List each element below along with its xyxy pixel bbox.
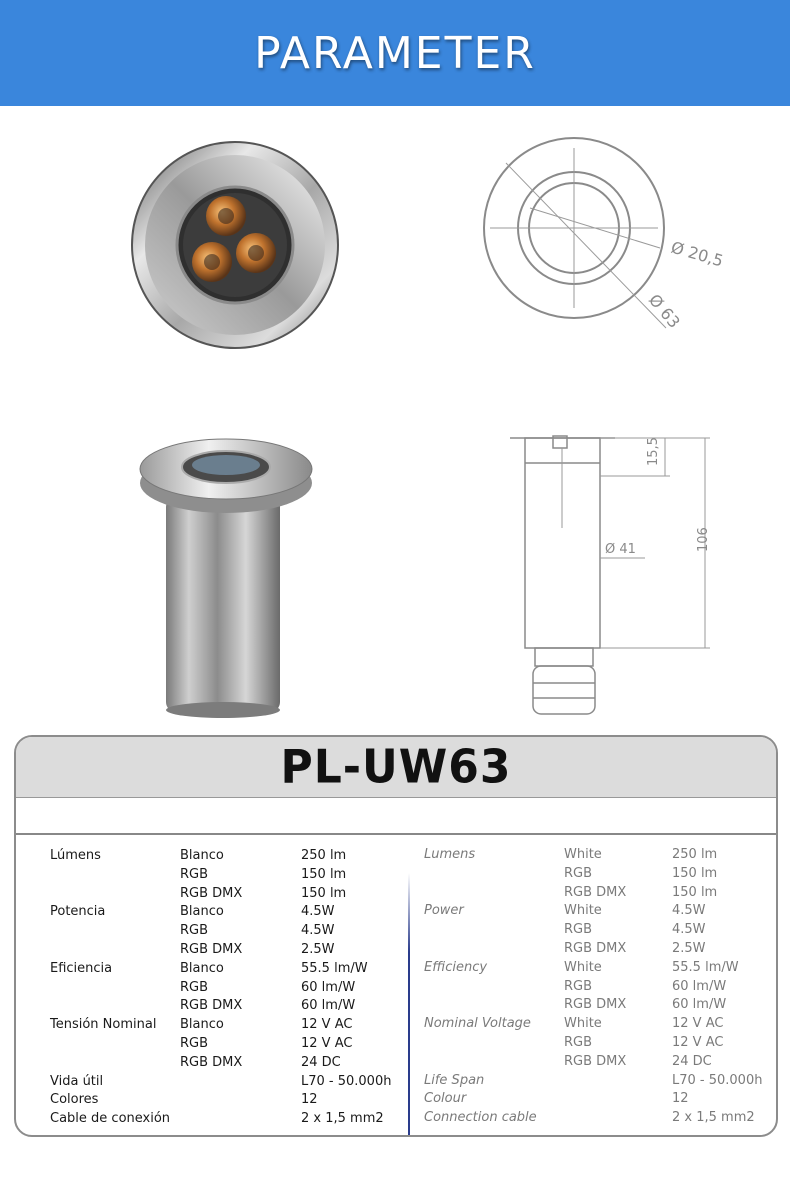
spec-row-en bbox=[16, 1108, 776, 1127]
spec-row-en bbox=[16, 845, 776, 864]
spec-value: 250 lm bbox=[301, 848, 347, 863]
spec-variant: RGB DMX bbox=[564, 1053, 627, 1069]
dimension-label: 106 bbox=[696, 527, 711, 552]
spec-value: 150 lm bbox=[672, 865, 718, 881]
spec-label: Vida útil bbox=[50, 1073, 104, 1089]
spec-value: 12 V AC bbox=[301, 1036, 353, 1051]
dimension-label: Ø 41 bbox=[605, 542, 636, 557]
spec-row-en bbox=[16, 977, 776, 996]
spec-value: L70 - 50.000h bbox=[672, 1072, 763, 1088]
spec-value: 60 lm/W bbox=[672, 997, 727, 1013]
spec-value: 4.5W bbox=[672, 922, 706, 938]
dimension-label: 15,5 bbox=[646, 437, 661, 466]
dimension-label: Ø 20,5 bbox=[668, 237, 726, 271]
spec-label: Connection cable bbox=[424, 1110, 537, 1126]
spec-label: Potencia bbox=[50, 904, 106, 920]
spec-value: 12 V AC bbox=[301, 1017, 353, 1033]
spec-variant: RGB bbox=[564, 1035, 593, 1050]
spec-label: Life Span bbox=[424, 1072, 485, 1088]
spec-variant: RGB bbox=[564, 978, 593, 994]
top-view-drawing bbox=[470, 128, 740, 338]
spec-variant: RGB bbox=[564, 865, 593, 881]
spec-row-en bbox=[16, 1071, 776, 1090]
spec-row-en bbox=[16, 901, 776, 920]
spec-label: Power bbox=[424, 903, 464, 919]
spec-value: 2 x 1,5 mm2 bbox=[301, 1111, 384, 1127]
spec-variant: Blanco bbox=[180, 1017, 224, 1033]
spec-variant: RGB DMX bbox=[564, 997, 627, 1013]
spec-value: 250 lm bbox=[672, 847, 718, 862]
side-view-drawing bbox=[505, 428, 735, 720]
spec-variant: RGB DMX bbox=[180, 998, 243, 1014]
spec-value: 4.5W bbox=[301, 923, 335, 939]
spec-label: Tensión Nominal bbox=[50, 1017, 157, 1033]
banner-title: PARAMETER bbox=[254, 27, 536, 79]
spec-row-en bbox=[16, 1014, 776, 1033]
spec-variant: White bbox=[564, 959, 602, 975]
spec-label: Colour bbox=[424, 1091, 467, 1107]
spec-row-en bbox=[16, 883, 776, 902]
spec-value: 2.5W bbox=[301, 942, 335, 957]
spec-variant: RGB DMX bbox=[180, 942, 243, 957]
spec-variant: White bbox=[564, 1016, 602, 1032]
spec-row-en bbox=[16, 864, 776, 883]
led-icon bbox=[236, 233, 276, 273]
spec-variant: RGB DMX bbox=[564, 941, 627, 956]
spec-value: 4.5W bbox=[301, 904, 335, 920]
spec-label: Lúmens bbox=[50, 848, 101, 863]
spec-row-en bbox=[16, 1033, 776, 1052]
header-banner bbox=[0, 0, 790, 106]
spec-label: Nominal Voltage bbox=[424, 1016, 531, 1032]
spec-value: 12 bbox=[672, 1091, 689, 1107]
spec-value: 4.5W bbox=[672, 903, 706, 919]
spec-variant: Blanco bbox=[180, 960, 224, 976]
spec-value: 2.5W bbox=[672, 941, 706, 956]
spec-row-en bbox=[16, 1052, 776, 1071]
spec-variant: RGB DMX bbox=[180, 885, 243, 901]
product-top-view-photo bbox=[128, 138, 342, 352]
spec-value: 12 V AC bbox=[672, 1035, 724, 1050]
spec-variant: RGB DMX bbox=[180, 1054, 243, 1070]
spec-value: L70 - 50.000h bbox=[301, 1073, 392, 1089]
led-icon bbox=[192, 242, 232, 282]
spec-value: 150 lm bbox=[301, 866, 347, 882]
spec-value: 150 lm bbox=[672, 884, 718, 900]
spec-row-en bbox=[16, 939, 776, 958]
spec-variant: RGB bbox=[180, 923, 209, 939]
spec-value: 55.5 lm/W bbox=[672, 959, 739, 975]
card-header bbox=[16, 737, 776, 798]
spec-card bbox=[14, 735, 778, 1137]
spec-variant: RGB DMX bbox=[564, 884, 627, 900]
spec-value: 60 lm/W bbox=[672, 978, 727, 994]
spec-variant: White bbox=[564, 903, 602, 919]
product-side-photo bbox=[138, 435, 318, 720]
spec-row-en bbox=[16, 920, 776, 939]
spec-variant: Blanco bbox=[180, 904, 224, 920]
spec-value: 2 x 1,5 mm2 bbox=[672, 1110, 755, 1126]
spec-value: 60 lm/W bbox=[301, 979, 356, 995]
spec-row-en bbox=[16, 958, 776, 977]
spec-variant: RGB bbox=[180, 866, 209, 882]
spec-value: 60 lm/W bbox=[301, 998, 356, 1014]
spec-row-en bbox=[16, 995, 776, 1014]
spec-variant: RGB bbox=[180, 1036, 209, 1051]
model-title: PL-UW63 bbox=[280, 740, 512, 794]
spec-label: Eficiencia bbox=[50, 960, 113, 976]
spec-value: 150 lm bbox=[301, 885, 347, 901]
spec-variant: RGB bbox=[180, 979, 209, 995]
dimension-label: Ø 63 bbox=[644, 290, 684, 332]
separator-line bbox=[16, 833, 776, 835]
spec-value: 24 DC bbox=[301, 1054, 341, 1070]
spec-label: Colores bbox=[50, 1092, 99, 1108]
spec-value: 24 DC bbox=[672, 1053, 712, 1069]
spec-row-en bbox=[16, 1089, 776, 1108]
spec-label: Efficiency bbox=[424, 959, 488, 975]
spec-variant: RGB bbox=[564, 922, 593, 938]
spec-value: 12 V AC bbox=[672, 1016, 724, 1032]
spec-label: Cable de conexión bbox=[50, 1111, 171, 1127]
spec-value: 55.5 lm/W bbox=[301, 960, 368, 976]
spec-variant: Blanco bbox=[180, 848, 224, 863]
spec-label: Lumens bbox=[424, 847, 476, 862]
led-icon bbox=[206, 196, 246, 236]
spec-value: 12 bbox=[301, 1092, 318, 1108]
spec-variant: White bbox=[564, 847, 602, 862]
